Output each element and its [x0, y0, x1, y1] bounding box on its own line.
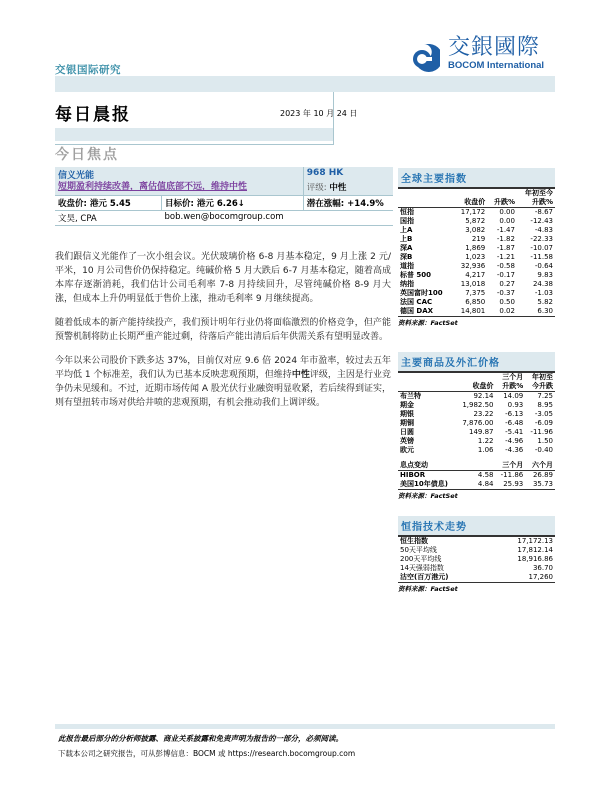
rating-cell [303, 167, 393, 196]
paragraph-3 [55, 354, 391, 410]
table-row: 标普 500 4,217 -0.17 9.83 [400, 271, 553, 279]
analyst-name: 文昊, CPA [55, 211, 162, 226]
article-body [55, 250, 391, 420]
header-band [55, 76, 555, 92]
table-row: 期金 1,982.50 0.93 8.95 [400, 401, 553, 409]
table-row: 道指 32,936 -0.58 -0.64 [400, 262, 553, 270]
technical-panel [398, 516, 555, 593]
title-sub-band [55, 128, 333, 141]
stock-ticker: 968 HK [306, 168, 344, 178]
source-note: 资料来源：FactSet [398, 492, 458, 500]
table-row: 沽空(百万港元) 17,260 [400, 573, 553, 581]
bocom-logo-icon [402, 32, 440, 74]
focus-title: 今日焦点 [55, 147, 119, 163]
bocom-logo [402, 30, 562, 76]
paragraph-2: 随着低成本的新产能持续投产，我们预计明年行业仍将面临激烈的价格竞争，但产能预警机制将防止长期严重产能过剩，待落后产能出清后后年供需关系有望明显改善。 [55, 318, 391, 342]
page-title: 每日晨报 [55, 105, 131, 125]
target-price: 目标价: 港元 6.26↓ [162, 196, 304, 211]
paragraph-3-rating: 中性 [291, 370, 310, 380]
col-close: 收盘价 [453, 198, 487, 208]
table-row: 50天平均线 17,812.14 [400, 546, 553, 554]
global-indices-panel [398, 168, 555, 327]
table-row: 日圆 149.87 -5.41 -11.96 [400, 428, 553, 436]
commodities-table [398, 373, 555, 490]
paragraph-3-part-b: 评级，主因是行业竞争仍未见缓和。不过，近期市场传闻 A 股光伏行业融资明显收紧，若后续得到证实，则有望扭转市场对供给井喷的悲观预期，有机会推动我们上调评级。 [55, 370, 391, 408]
paragraph-1: 我们跟信义光能作了一次小组会议。光伏玻璃价格 6-8 月基本稳定，9 月上涨 2 元/平米，10 月公司售价仍保持稳定。纯碱价格 5 月大跌后 6-7 月基本稳定，随着高成本库存逐渐消耗，我们估计公司毛利率 7-8 月持续回升，尽管纯碱价格 8-9 月大涨，但成本上升仍明显低于售价上涨，推动毛利率 9 月继续提高。 [55, 252, 391, 304]
col-ytd-bottom: 今升跌 [525, 382, 555, 392]
table-row: 200天平均线 18,916.86 [400, 555, 553, 563]
stock-headline-link[interactable]: 短期盈利持续改善，离估值底部不远，维持中性 [58, 182, 248, 192]
table-row: 法国 CAC 6,850 0.50 5.82 [400, 298, 553, 306]
source-note: 资料来源：FactSet [398, 319, 458, 327]
table-row: 美国10年债息) 4.84 25.93 35.73 [400, 480, 553, 488]
footer-band [55, 724, 555, 729]
paragraph-3-part-a: 今年以来公司股价下跌多达 37%，目前仅对应 9.6 倍 2024 年市盈率，较过去五年平均低 1 个标准差，我们认为已基本反映悲观预期，但维持 [55, 356, 391, 380]
disclaimer: 此报告最后部分的分析师披露、商业关系披露和免责声明为报告的一部分，必须阅读。 [58, 734, 343, 743]
col-ytd-top: 年初至今 [525, 189, 553, 197]
col-ytd-bottom: 升跌% [517, 198, 555, 208]
report-date: 2023 年 10 月 24 日 [280, 109, 358, 118]
rates-header: 息点变动 [398, 461, 456, 471]
logo-chinese-name: 交銀國際 [448, 35, 541, 60]
table-row: 布兰特 92.14 14.09 7.25 [400, 392, 553, 400]
download-note-link[interactable]: 下载本公司之研究报告，可从彭博信息：BOCM 或 https://research.bocomgroup.com [58, 749, 356, 758]
stock-title-cell [55, 167, 303, 196]
rating-label: 评级: [306, 183, 327, 193]
technical-title: 恒指技术走势 [398, 516, 555, 537]
table-row: 德国 DAX 14,801 0.02 6.30 [400, 307, 553, 315]
global-indices-title: 全球主要指数 [398, 168, 555, 189]
table-row: 恒指 17,172 0.00 -8.67 [400, 208, 553, 216]
commodities-panel [398, 352, 555, 500]
table-row: 恒生指数 17,172.13 [400, 537, 553, 545]
table-row: 英国富时100 7,375 -0.37 -1.03 [400, 289, 553, 297]
table-row: 深A 1,869 -1.87 -10.07 [400, 244, 553, 252]
logo-english-name: BOCOM International [448, 60, 545, 71]
table-row: 期银 23.22 -6.13 -3.05 [400, 410, 553, 418]
col-ytd-top: 年初至 [532, 373, 553, 381]
col-3m-bottom: 升跌% [496, 382, 526, 392]
global-indices-table [398, 189, 555, 317]
source-note: 资料来源：FactSet [398, 585, 458, 593]
col-3m-top: 三个月 [502, 373, 524, 381]
technical-table [398, 537, 555, 583]
analyst-email-link[interactable]: bob.wen@bocomgroup.com [162, 211, 394, 226]
rating-value: 中性 [329, 183, 347, 193]
close-price: 收盘价: 港元 5.45 [55, 196, 162, 211]
table-row: 深B 1,023 -1.21 -11.58 [400, 253, 553, 261]
brand-label: 交银国际研究 [55, 64, 121, 76]
table-row: 英镑 1.22 -4.96 1.50 [400, 437, 553, 445]
col-rates-6m: 六个月 [525, 461, 555, 471]
col-rates-3m: 三个月 [496, 461, 526, 471]
table-row: 上A 3,082 -1.47 -4.83 [400, 226, 553, 234]
stock-card [55, 167, 393, 226]
stock-name: 信义光能 [58, 171, 95, 181]
col-close: 收盘价 [456, 382, 495, 392]
table-row: HIBOR 4.58 -11.86 26.89 [400, 471, 553, 479]
table-row: 国指 5,872 0.00 -12.43 [400, 217, 553, 225]
table-row: 纳指 13,018 0.27 24.38 [400, 280, 553, 288]
upside: 潜在涨幅: +14.9% [303, 196, 393, 211]
table-row: 欧元 1.06 -4.36 -0.40 [400, 446, 553, 454]
table-row: 上B 219 -1.82 -22.33 [400, 235, 553, 243]
table-row: 14天强弱指数 36.70 [400, 564, 553, 572]
table-row: 期铜 7,876.00 -6.48 -6.09 [400, 419, 553, 427]
col-change: 升跌% [487, 198, 517, 208]
commodities-title: 主要商品及外汇价格 [398, 352, 555, 373]
